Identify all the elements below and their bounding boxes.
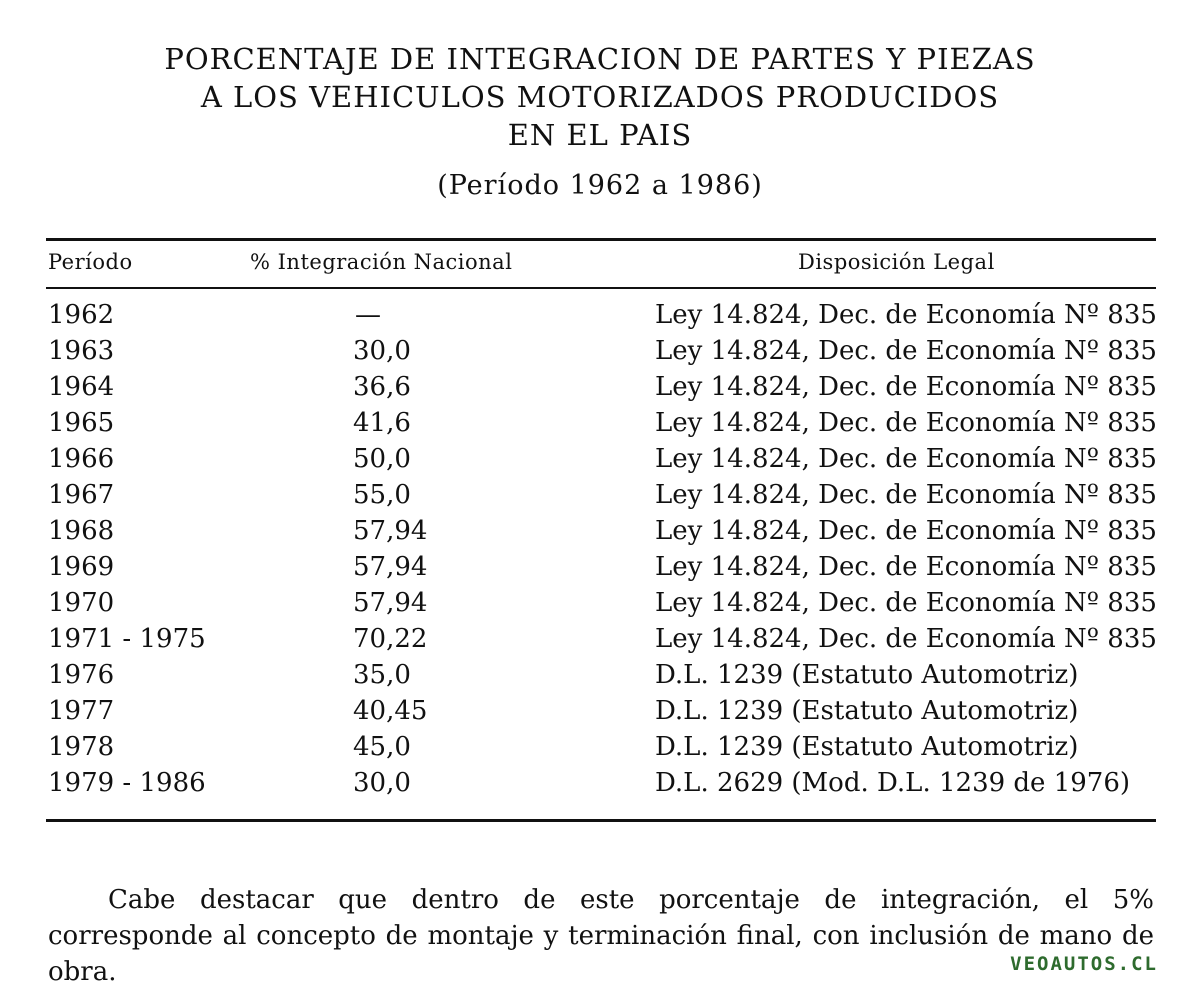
cell-percent: 57,94 (353, 588, 428, 618)
cell-period: 1970 (48, 588, 115, 618)
cell-disposition: Ley 14.824, Dec. de Economía Nº 835 (655, 408, 1157, 438)
cell-period: 1977 (48, 696, 115, 726)
cell-period: 1971 - 1975 (48, 624, 206, 654)
table-top-rule (46, 238, 1156, 241)
cell-disposition: Ley 14.824, Dec. de Economía Nº 835 (655, 552, 1157, 582)
table-header-rule (46, 287, 1156, 289)
table-row (0, 621, 1200, 657)
footnote-paragraph: Cabe destacar que dentro de este porcentaje de integración, el 5% corresponde al concepto de montaje y terminación final, con inclusión de mano de obra. (48, 885, 1154, 987)
table-row (0, 405, 1200, 441)
title-line-2: A LOS VEHICULOS MOTORIZADOS PRODUCIDOS (200, 80, 1000, 114)
table-row (0, 441, 1200, 477)
header-disposition: Disposición Legal (798, 250, 995, 274)
cell-disposition: Ley 14.824, Dec. de Economía Nº 835 (655, 444, 1157, 474)
cell-period: 1979 - 1986 (48, 768, 206, 798)
table-row (0, 333, 1200, 369)
cell-period: 1966 (48, 444, 115, 474)
cell-percent: 30,0 (353, 768, 411, 798)
cell-period: 1967 (48, 480, 115, 510)
cell-percent: 50,0 (353, 444, 411, 474)
document-subtitle: (Período 1962 a 1986) (437, 170, 763, 201)
cell-period: 1969 (48, 552, 115, 582)
cell-percent: 57,94 (353, 516, 428, 546)
cell-disposition: D.L. 1239 (Estatuto Automotriz) (655, 696, 1079, 726)
table-row (0, 657, 1200, 693)
cell-disposition: Ley 14.824, Dec. de Economía Nº 835 (655, 480, 1157, 510)
header-percent: % Integración Nacional (250, 250, 513, 274)
title-line-1: PORCENTAJE DE INTEGRACION DE PARTES Y PIEZAS (164, 42, 1036, 76)
table-row (0, 477, 1200, 513)
cell-percent: 45,0 (353, 732, 411, 762)
watermark-text: VEOAUTOS.CL (1010, 953, 1158, 975)
cell-period: 1968 (48, 516, 115, 546)
table-row (0, 765, 1200, 801)
cell-disposition: Ley 14.824, Dec. de Economía Nº 835 (655, 336, 1157, 366)
document-title (0, 40, 1200, 154)
cell-percent: 35,0 (353, 660, 411, 690)
cell-percent: 55,0 (353, 480, 411, 510)
cell-period: 1965 (48, 408, 115, 438)
cell-percent: 41,6 (353, 408, 411, 438)
cell-percent: — (355, 300, 381, 330)
cell-disposition: Ley 14.824, Dec. de Economía Nº 835 (655, 372, 1157, 402)
cell-percent: 57,94 (353, 552, 428, 582)
cell-period: 1978 (48, 732, 115, 762)
table-row (0, 513, 1200, 549)
cell-percent: 40,45 (353, 696, 428, 726)
table-row (0, 585, 1200, 621)
table-row (0, 549, 1200, 585)
table-body (0, 297, 1200, 801)
cell-period: 1963 (48, 336, 115, 366)
table-row (0, 369, 1200, 405)
cell-period: 1976 (48, 660, 115, 690)
cell-disposition: Ley 14.824, Dec. de Economía Nº 835 (655, 588, 1157, 618)
title-line-3: EN EL PAIS (507, 118, 693, 152)
table-row (0, 297, 1200, 333)
cell-disposition: D.L. 2629 (Mod. D.L. 1239 de 1976) (655, 768, 1131, 798)
cell-percent: 36,6 (353, 372, 411, 402)
cell-disposition: D.L. 1239 (Estatuto Automotriz) (655, 732, 1079, 762)
table-row (0, 693, 1200, 729)
cell-disposition: Ley 14.824, Dec. de Economía Nº 835 (655, 624, 1157, 654)
cell-disposition: D.L. 1239 (Estatuto Automotriz) (655, 660, 1079, 690)
cell-disposition: Ley 14.824, Dec. de Economía Nº 835 (655, 516, 1157, 546)
cell-percent: 70,22 (353, 624, 428, 654)
cell-percent: 30,0 (353, 336, 411, 366)
cell-period: 1964 (48, 372, 115, 402)
table-bottom-rule (46, 819, 1156, 822)
header-period: Período (48, 250, 133, 274)
cell-disposition: Ley 14.824, Dec. de Economía Nº 835 (655, 300, 1157, 330)
table-row (0, 729, 1200, 765)
cell-period: 1962 (48, 300, 115, 330)
